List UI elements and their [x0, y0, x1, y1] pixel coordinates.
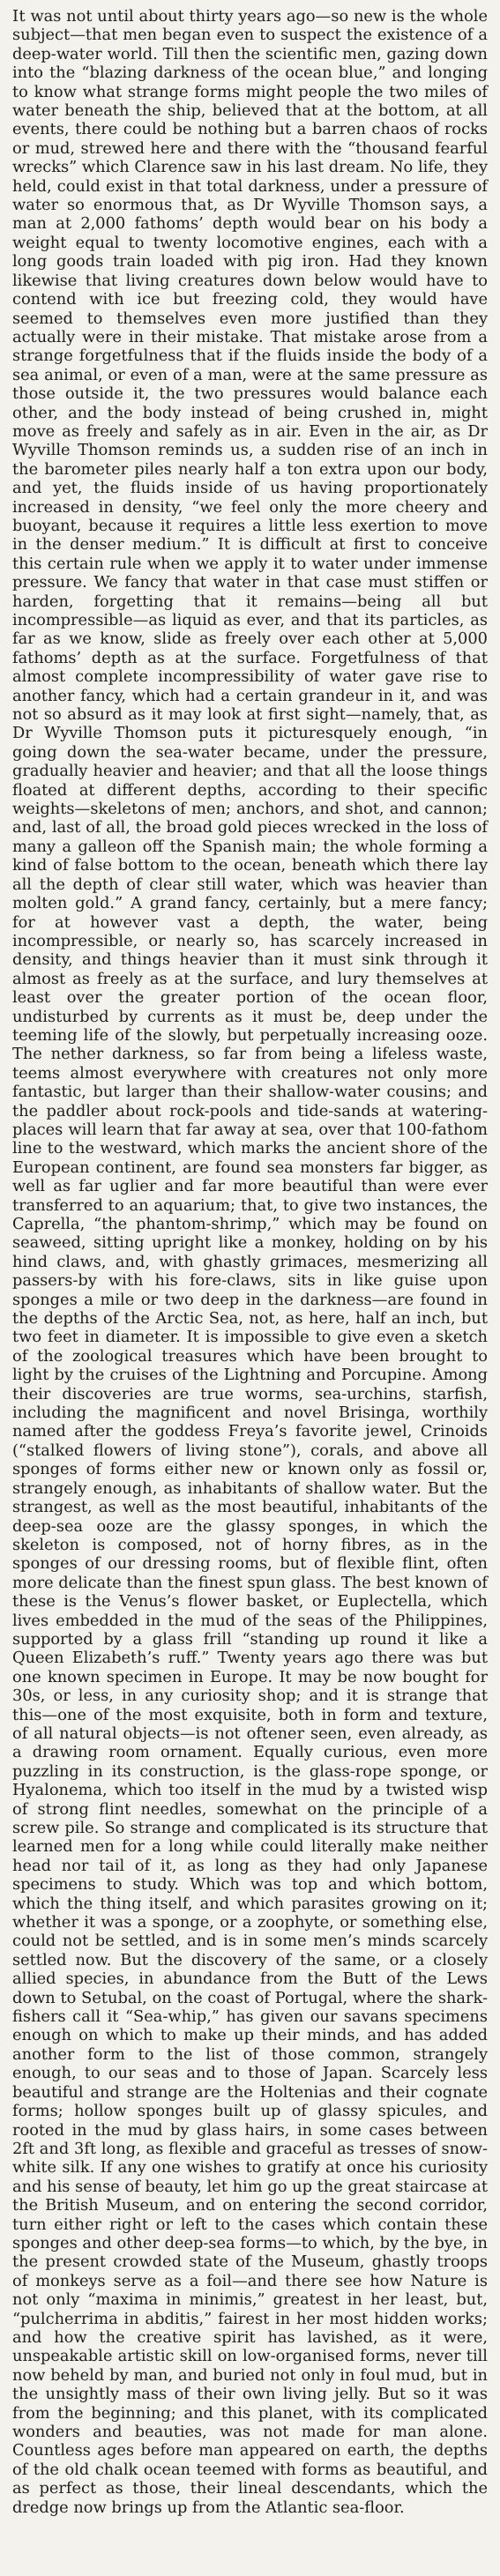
article-body: It was not until about thirty years ago—so new is the whole subject—that men began even to suspect the existence of a deep-water world. Till then the scientific men, gazing down into the “blazing darkness of the ocean blue,” and longing to know what strange forms might people the two miles of water beneath the ship, believed that at the bottom, at all events, there could be nothing but a barren chaos of rocks or mud, strewed here and there with the “thousand fearful wrecks” which Clarence saw in his last dream. No life, they held, could exist in that total darkness, under a pressure of water so enormous that, as Dr Wyville Thomson says, a man at 2,000 fathoms’ depth would bear on his body a weight equal to twenty locomotive engines, each with a long goods train loaded with pig iron. Had they known likewise that living creatures down below would have to contend with ice but freezing cold, they would have seemed to themselves even more justified than they actually were in their mistake. That mistake arose from a strange forgetfulness that if the fluids inside the body of a sea animal, or even of a man, were at the same pressure as those outside it, the two pressures would balance each other, and the body instead of being crushed in, might move as freely and safely as in air. Even in the air, as Dr Wyville Thomson reminds us, a sudden rise of an inch in the barometer piles nearly half a ton extra upon our body, and yet, the fluids inside of us having proportionately increased in density, “we feel only the more cheery and buoyant, because it requires a little less exertion to move in the denser medium.” It is difficult at first to conceive this certain rule when we apply it to water under immense pressure. We fancy that water in that case must stiffen or harden, forgetting that it remains—being all but incompressible—as liquid as ever, and that its particles, as far as we know, slide as freely over each other at 5,000 fathoms’ depth as at the surface. Forgetfulness of that almost complete incompressibility of water gave rise to another fancy, which had a certain grandeur in it, and was not so absurd as it may look at first sight—namely, that, as Dr Wyville Thomson puts it picturesquely enough, “in going down the sea-water became, under the pressure, gradually heavier and heavier; and that all the loose things floated at different depths, according to their specific weights—skeletons of men; anchors, and shot, and cannon; and, last of all, the broad gold pieces wrecked in the loss of many a galleon off the Spanish main; the whole forming a kind of false bottom to the ocean, beneath which there lay all the depth of clear still water, which was heavier than molten gold.” A grand fancy, certainly, but a mere fancy; for at however vast a depth, the water, being incompressible, or nearly so, has scarcely increased in density, and things heavier than it must sink through it almost as freely as at the surface, and lury themselves at least over the greater portion of the ocean floor, undisturbed by currents as it must be, deep under the teeming life of the slowly, but perpetually increasing ooze. The nether darkness, so far from being a lifeless waste, teems almost everywhere with creatures not only more fantastic, but larger than their shallow-water cousins; and the paddler about rock-pools and tide-sands at watering-places will learn that far away at sea, over that 100-fathom line to the westward, which marks the ancient shore of the European continent, are found sea monsters far bigger, as well as far uglier and far more beautiful than were ever transferred to an aquarium; that, to give two instances, the Caprella, “the phantom-shrimp,” which may be found on seaweed, sitting upright like a monkey, holding on by his hind claws, and, with ghastly grimaces, mesmerizing all passers-by with his fore-claws, sits in like guise upon sponges a mile or two deep in the darkness—are found in the depths of the Arctic Sea, not, as here, half an inch, but two feet in diameter. It is impossible to give even a sketch of the zoological treasures which have been brought to light by the cruises of the Lightning and Porcupine. Among their discoveries are true worms, sea-urchins, starfish, including the magnificent and novel Brisinga, worthily named after the goddess Freya’s favorite jewel, Crinoids (“stalked flowers of living stone”), corals, and above all sponges of forms either new or known only as fossil or, strangely enough, as inhabitants of shallow water. But the strangest, as well as the most beautiful, inhabitants of the deep-sea ooze are the glassy sponges, in which the skeleton is composed, not of horny fibres, as in the sponges of our dressing rooms, but of flexible flint, often more delicate than the finest spun glass. The best known of these is the Venus’s flower basket, or Euplectella, which lives embedded in the mud of the seas of the Philippines, supported by a glass frill “standing up round it like a Queen Elizabeth’s ruff.” Twenty years ago there was but one known specimen in Europe. It may be now bought for 30s, or less, in any curiosity shop; and it is strange that this—one of the most exquisite, both in form and texture, of all natural objects—is not oftener seen, even already, as a drawing room ornament. Equally curious, even more puzzling in its construction, is the glass-rope sponge, or Hyalonema, which too itself in the mud by a twisted wisp of strong flint needles, somewhat on the principle of a screw pile. So strange and complicated is its structure that learned men for a long while could literally make neither head nor tail of it, as long as they had only Japanese specimens to study. Which was top and which bottom, which the thing itself, and which parasites growing on it; whether it was a sponge, or a zoophyte, or something else, could not be settled, and is in some men’s minds scarcely settled now. But the discovery of the same, or a closely allied species, in abundance from the Butt of the Lews down to Setubal, on the coast of Portugal, where the shark-fishers call it “Sea-whip,” has given our savans specimens enough on which to make up their minds, and has added another form to the list of those common, strangely enough, to our seas and to those of Japan. Scarcely less beautiful and strange are the Holtenias and their cognate forms; hollow sponges built up of glassy spicules, and rooted in the mud by glass hairs, in some cases between 2ft and 3ft long, as flexible and graceful as tresses of snow-white silk. If any one wishes to gratify at once his curiosity and his sense of beauty, let him go up the great staircase at the British Museum, and on entering the second corridor, turn either right or left to the cases which contain these sponges and other deep-sea forms—to which, by the bye, in the present crowded state of the Museum, ghastly troops of monkeys serve as a foil—and there see how Nature is not only “maxima in minimis,” greatest in her least, but, “pulcherrima in abditis,” fairest in her most hidden works; and how the creative spirit has lavished, as it were, unspeakable artistic skill on low-organised forms, never till now beheld by man, and buried not only in foul mud, but in the unsightly mass of their own living jelly. But so it was from the beginning; and this planet, with its complicated wonders and beauties, was not made for man alone. Countless ages before man appeared on earth, the depths of the old chalk ocean teemed with forms as beautiful, and as perfect as those, their lineal descendants, which the dredge now brings up from the Atlantic sea-floor.	[12, 7, 488, 2517]
